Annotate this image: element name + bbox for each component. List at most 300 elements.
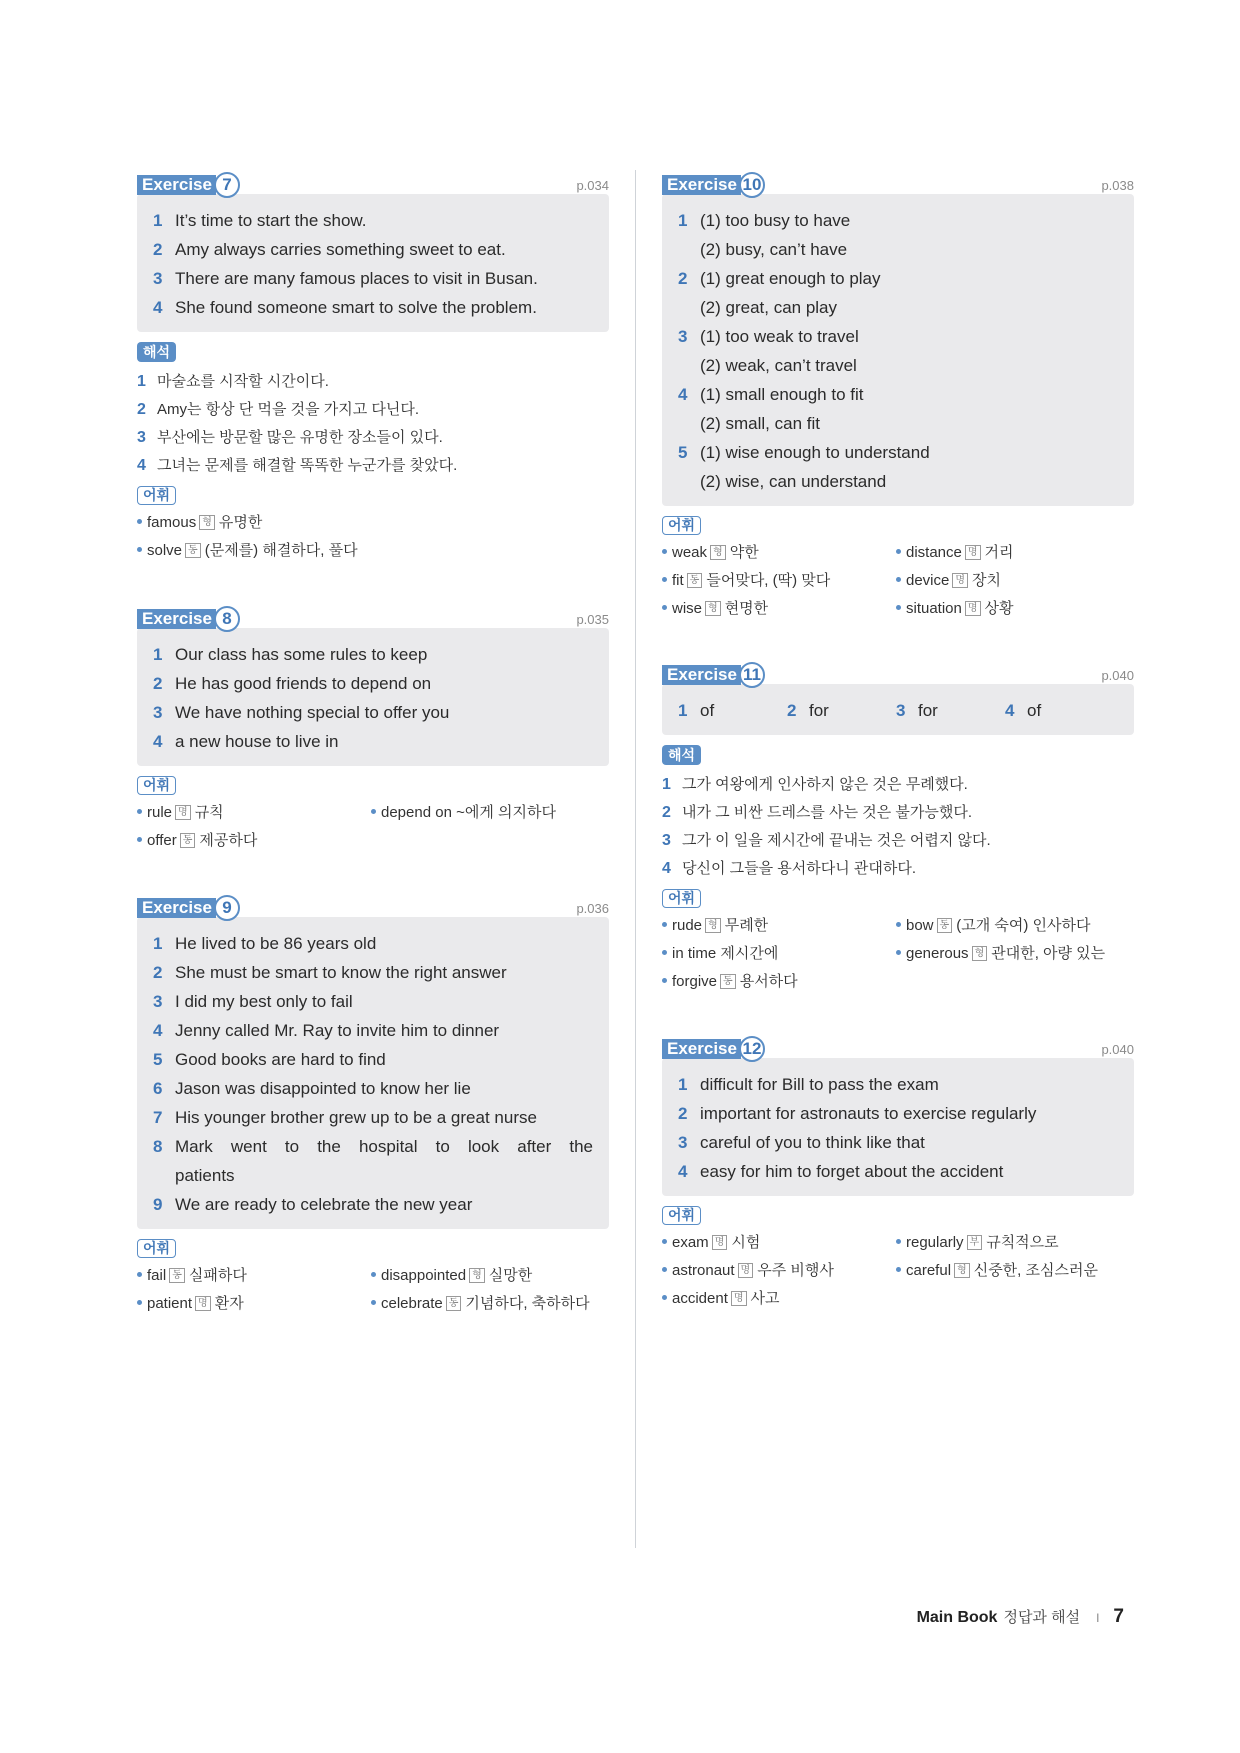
bullet-dot (662, 922, 667, 927)
bullet-dot (896, 605, 901, 610)
answer-number: 5 (153, 1050, 163, 1069)
answer-number: 5 (678, 443, 688, 462)
page-footer (917, 1606, 1124, 1628)
pos-badge: 동 (720, 974, 736, 989)
pos-badge: 명 (965, 601, 981, 616)
answer-text: for (809, 701, 829, 720)
exercise-10 (662, 172, 1134, 623)
exercise-header (662, 172, 1134, 198)
vocab-meaning: 제시간에 (720, 945, 779, 962)
answer-sub: (2) wise, can understand (700, 472, 887, 491)
answer-number: 1 (153, 645, 163, 664)
vocab-tag: 어휘 (137, 1239, 176, 1258)
answer-text: Jenny called Mr. Ray to invite him to dinner (175, 1021, 500, 1040)
vocab-meaning: 용서하다 (739, 973, 798, 990)
vocab-meaning: 거리 (984, 544, 1014, 561)
vocab-meaning: 규칙적으로 (986, 1234, 1059, 1251)
answer-text: Jason was disappointed to know her lie (175, 1079, 471, 1098)
bullet-dot (896, 1239, 901, 1244)
vocab-word: famous (147, 514, 197, 531)
answer-row (153, 1190, 593, 1219)
pos-badge: 동 (185, 543, 201, 558)
vocab-list (137, 509, 609, 565)
vocab-word: wise (672, 600, 703, 617)
answer-row (153, 1074, 593, 1103)
answer-sub: (2) weak, can’t travel (700, 356, 857, 375)
vocab-word: astronaut (672, 1262, 735, 1279)
answer-number: 1 (153, 934, 163, 953)
answer-number: 8 (153, 1137, 163, 1156)
answer-row (1005, 696, 1114, 725)
bullet-dot (662, 1295, 667, 1300)
vocab-item (662, 1285, 896, 1313)
vocab-meaning: 제공하다 (199, 832, 258, 849)
exercise-number: 9 (214, 895, 240, 921)
translation-row (662, 855, 1134, 883)
vocab-list (662, 912, 1134, 996)
exercise-number: 7 (214, 172, 240, 198)
translation-text: 당신이 그들을 용서하다니 관대하다. (682, 860, 917, 877)
vocab-tag: 어휘 (662, 1206, 701, 1225)
bullet-dot (896, 1267, 901, 1272)
vocab-meaning: (문제를) 해결하다, 풀다 (204, 542, 358, 559)
vocab-list (137, 1262, 609, 1318)
exercise-tag (137, 895, 240, 921)
exercise-label: Exercise (662, 175, 741, 195)
vocab-tag: 어휘 (137, 486, 176, 505)
answer-row (153, 958, 593, 987)
vocab-item (662, 539, 896, 567)
page-reference: p.040 (1101, 1042, 1134, 1057)
answer-row (678, 1099, 1118, 1128)
page-reference: p.038 (1101, 178, 1134, 193)
bullet-dot (371, 1272, 376, 1277)
vocab-word: exam (672, 1234, 709, 1251)
exercise-number: 11 (739, 662, 765, 688)
exercise-tag (662, 662, 765, 688)
bullet-dot (896, 549, 901, 554)
pos-badge: 형 (972, 946, 988, 961)
vocab-meaning: 장치 (972, 572, 1002, 589)
answer-text: of (700, 701, 715, 720)
vocab-item (662, 1229, 896, 1257)
answer-row (153, 929, 593, 958)
answer-text: There are many famous places to visit in Busan. (175, 269, 538, 288)
pos-badge: 동 (180, 833, 196, 848)
answer-text: Mark went to the hospital to look after the (175, 1137, 593, 1156)
exercise-header (137, 895, 609, 921)
pos-badge: 형 (954, 1263, 970, 1278)
vocab-meaning: 상황 (984, 600, 1014, 617)
answer-box (662, 1058, 1134, 1196)
vocab-item (371, 1290, 609, 1318)
answer-number: 3 (678, 1133, 688, 1152)
bullet-dot (662, 605, 667, 610)
exercise-tag (137, 606, 240, 632)
answer-text: He lived to be 86 years old (175, 934, 377, 953)
pos-badge: 동 (687, 573, 703, 588)
exercise-8 (137, 606, 609, 855)
exercise-label: Exercise (137, 898, 216, 918)
answer-row (678, 696, 787, 725)
vocab-item (137, 1262, 371, 1290)
answer-box (662, 194, 1134, 506)
answer-row (678, 438, 1118, 467)
answer-number: 3 (678, 327, 688, 346)
vocab-meaning: 시험 (731, 1234, 761, 1251)
pos-badge: 명 (738, 1263, 754, 1278)
exercise-tag (662, 172, 765, 198)
answer-number: 4 (153, 1021, 163, 1040)
answer-box (137, 194, 609, 332)
pos-badge: 명 (175, 805, 191, 820)
vocab-word: fit (672, 572, 684, 589)
vocab-word: regularly (906, 1234, 964, 1251)
pos-badge: 동 (169, 1268, 185, 1283)
vocab-item (662, 940, 896, 968)
vocab-word: generous (906, 945, 969, 962)
answer-box (137, 917, 609, 1229)
page-reference: p.040 (1101, 668, 1134, 683)
vocab-word: rule (147, 804, 173, 821)
answer-number: 2 (678, 269, 688, 288)
answer-box (662, 684, 1134, 735)
answer-number: 2 (153, 963, 163, 982)
bullet-dot (896, 577, 901, 582)
translation-number: 2 (137, 401, 146, 418)
bullet-dot (662, 978, 667, 983)
answer-row (678, 1157, 1118, 1186)
translation-number: 1 (662, 776, 671, 793)
answer-text: careful of you to think like that (700, 1133, 925, 1152)
exercise-9 (137, 895, 609, 1318)
vocab-item (137, 827, 371, 855)
vocab-word: distance (906, 544, 962, 561)
vocab-list (662, 1229, 1134, 1313)
answer-row (153, 1016, 593, 1045)
translation-number: 2 (662, 804, 671, 821)
answer-text: important for astronauts to exercise regularly (700, 1104, 1037, 1123)
pos-badge: 명 (712, 1235, 728, 1250)
vocab-word: bow (906, 917, 934, 934)
exercise-11 (662, 662, 1134, 996)
vocab-list (137, 799, 609, 855)
pos-badge: 명 (731, 1291, 747, 1306)
exercise-number: 12 (739, 1036, 765, 1062)
vocab-item (896, 940, 1134, 968)
answer-row (678, 1128, 1118, 1157)
translation-text: 그녀는 문제를 해결할 똑똑한 누군가를 찾았다. (157, 457, 458, 474)
vocab-word: fail (147, 1267, 167, 1284)
answer-number: 2 (678, 1104, 688, 1123)
pos-badge: 부 (967, 1235, 983, 1250)
exercise-header (662, 662, 1134, 688)
answer-sub: (2) busy, can’t have (700, 240, 848, 259)
answer-number: 2 (787, 701, 797, 720)
vocab-meaning: 약한 (729, 544, 759, 561)
vocab-word: situation (906, 600, 962, 617)
page-reference: p.036 (576, 901, 609, 916)
bullet-dot (137, 837, 142, 842)
exercise-label: Exercise (662, 1039, 741, 1059)
answer-continuation: patients (175, 1166, 235, 1185)
vocab-item (137, 1290, 371, 1318)
bullet-dot (137, 547, 142, 552)
vocab-item (662, 567, 896, 595)
translation-number: 4 (662, 860, 671, 877)
vocab-word: weak (672, 544, 708, 561)
vocab-meaning: 규칙 (194, 804, 224, 821)
answer-row (153, 1103, 593, 1132)
pos-badge: 형 (705, 918, 721, 933)
bullet-dot (137, 1300, 142, 1305)
answer-row (153, 698, 593, 727)
bullet-dot (662, 577, 667, 582)
translation-text: 부산에는 방문할 많은 유명한 장소들이 있다. (157, 429, 443, 446)
translation-number: 3 (137, 429, 146, 446)
footer-separator: I (1096, 1611, 1100, 1625)
answer-text: She must be smart to know the right answer (175, 963, 507, 982)
translation-text: 그가 여왕에게 인사하지 않은 것은 무례했다. (682, 776, 968, 793)
exercise-12 (662, 1036, 1134, 1313)
vocab-word: celebrate (381, 1295, 443, 1312)
vocab-meaning: 현명한 (724, 600, 769, 617)
answer-text: of (1027, 701, 1042, 720)
answer-row (153, 206, 593, 235)
bullet-dot (137, 519, 142, 524)
answer-text: (1) small enough to fit (700, 385, 864, 404)
answer-row (153, 669, 593, 698)
answer-row (678, 264, 1118, 293)
exercise-header (662, 1036, 1134, 1062)
bullet-dot (662, 1239, 667, 1244)
answer-text: (1) too weak to travel (700, 327, 859, 346)
answer-row (153, 264, 593, 293)
translation-list (137, 368, 609, 480)
bullet-dot (896, 950, 901, 955)
vocab-word: depend on (381, 804, 452, 821)
vocab-word: disappointed (381, 1267, 467, 1284)
page-reference: p.035 (576, 612, 609, 627)
translation-row (137, 368, 609, 396)
answer-row (787, 696, 896, 725)
exercise-label: Exercise (137, 175, 216, 195)
vocab-meaning: (고개 숙여) 인사하다 (956, 917, 1091, 934)
answer-sub: (2) great, can play (700, 298, 838, 317)
vocab-item (896, 567, 1134, 595)
answer-number: 6 (153, 1079, 163, 1098)
answer-number: 3 (896, 701, 906, 720)
vocab-word: solve (147, 542, 183, 559)
bullet-dot (662, 950, 667, 955)
answer-number: 3 (153, 992, 163, 1011)
answer-row (153, 235, 593, 264)
exercise-number: 8 (214, 606, 240, 632)
vocab-item (896, 539, 1134, 567)
exercise-label: Exercise (137, 609, 216, 629)
answer-row (153, 727, 593, 756)
answer-text: Good books are hard to find (175, 1050, 386, 1069)
vocab-item (137, 509, 609, 537)
translation-row (662, 799, 1134, 827)
answer-number: 4 (678, 385, 688, 404)
translation-number: 3 (662, 832, 671, 849)
vocab-item (137, 799, 371, 827)
answer-number: 2 (153, 674, 163, 693)
answer-row (678, 1070, 1118, 1099)
pos-badge: 동 (937, 918, 953, 933)
vocab-meaning: 실패하다 (188, 1267, 247, 1284)
vocab-word: device (906, 572, 950, 589)
vocab-item (137, 537, 609, 565)
vocab-word: careful (906, 1262, 952, 1279)
bullet-dot (896, 922, 901, 927)
translation-tag: 해석 (662, 745, 701, 765)
translation-list (662, 771, 1134, 883)
translation-row (662, 827, 1134, 855)
pos-badge: 동 (446, 1296, 462, 1311)
answer-text: difficult for Bill to pass the exam (700, 1075, 939, 1094)
vocab-meaning: 사고 (750, 1290, 780, 1307)
vocab-meaning: 무례한 (724, 917, 769, 934)
pos-badge: 명 (965, 545, 981, 560)
translation-row (662, 771, 1134, 799)
answer-text: We are ready to celebrate the new year (175, 1195, 473, 1214)
vocab-item (371, 1262, 609, 1290)
answer-row (153, 293, 593, 322)
vocab-meaning: 기념하다, 축하하다 (465, 1295, 590, 1312)
translation-text: 내가 그 비싼 드레스를 사는 것은 불가능했다. (682, 804, 972, 821)
column-divider (635, 170, 636, 1548)
bullet-dot (371, 1300, 376, 1305)
exercise-label: Exercise (662, 665, 741, 685)
vocab-tag: 어휘 (662, 889, 701, 908)
answer-row (153, 1045, 593, 1074)
answer-number: 4 (1005, 701, 1015, 720)
answer-number: 3 (153, 269, 163, 288)
translation-number: 1 (137, 373, 146, 390)
answer-text: She found someone smart to solve the problem. (175, 298, 537, 317)
answer-number: 3 (153, 703, 163, 722)
answer-text: We have nothing special to offer you (175, 703, 450, 722)
answer-text: (1) wise enough to understand (700, 443, 930, 462)
translation-row (137, 452, 609, 480)
vocab-list (662, 539, 1134, 623)
answer-number: 7 (153, 1108, 163, 1127)
vocab-item (662, 1257, 896, 1285)
answer-text: He has good friends to depend on (175, 674, 432, 693)
vocab-item (896, 912, 1134, 940)
translation-text: 그가 이 일을 제시간에 끝내는 것은 어렵지 않다. (682, 832, 991, 849)
answer-number: 4 (153, 298, 163, 317)
page-number: 7 (1113, 1606, 1124, 1627)
answer-row (678, 322, 1118, 351)
answer-text: Amy always carries something sweet to eat. (175, 240, 506, 259)
vocab-item (662, 595, 896, 623)
exercise-tag (662, 1036, 765, 1062)
vocab-item (896, 595, 1134, 623)
vocab-tag: 어휘 (662, 516, 701, 535)
answer-row (896, 696, 1005, 725)
pos-badge: 형 (710, 545, 726, 560)
pos-badge: 명 (195, 1296, 211, 1311)
answer-text: easy for him to forget about the accident (700, 1162, 1004, 1181)
pos-badge: 형 (199, 515, 215, 530)
pos-badge: 명 (952, 573, 968, 588)
answer-text: It’s time to start the show. (175, 211, 367, 230)
answer-number: 1 (153, 211, 163, 230)
exercise-tag (137, 172, 240, 198)
bullet-dot (137, 1272, 142, 1277)
vocab-meaning: 우주 비행사 (757, 1262, 834, 1279)
vocab-meaning: 신중한, 조심스러운 (973, 1262, 1098, 1279)
pos-badge: 형 (469, 1268, 485, 1283)
page-reference: p.034 (576, 178, 609, 193)
answer-row (678, 206, 1118, 235)
vocab-word: forgive (672, 973, 718, 990)
exercise-header (137, 172, 609, 198)
vocab-meaning: 들어맞다, (딱) 맞다 (706, 572, 831, 589)
bullet-dot (137, 809, 142, 814)
answer-text: (1) too busy to have (700, 211, 851, 230)
vocab-meaning: 실망한 (488, 1267, 533, 1284)
vocab-item (662, 912, 896, 940)
answer-text: I did my best only to fail (175, 992, 353, 1011)
footer-subtitle: 정답과 해설 (1003, 1609, 1081, 1626)
answer-text: Our class has some rules to keep (175, 645, 428, 664)
answer-sub: (2) small, can fit (700, 414, 820, 433)
translation-text: Amy는 항상 단 먹을 것을 가지고 다닌다. (157, 401, 420, 418)
pos-badge: 형 (705, 601, 721, 616)
vocab-word: patient (147, 1295, 193, 1312)
exercise-number: 10 (739, 172, 765, 198)
answer-text: (1) great enough to play (700, 269, 881, 288)
answer-box (137, 628, 609, 766)
translation-tag: 해석 (137, 342, 176, 362)
vocab-tag: 어휘 (137, 776, 176, 795)
vocab-item (896, 1257, 1134, 1285)
answer-number: 1 (678, 211, 688, 230)
vocab-word: accident (672, 1290, 728, 1307)
vocab-item (896, 1229, 1134, 1257)
translation-number: 4 (137, 457, 146, 474)
translation-text: 마술쇼를 시작할 시간이다. (157, 373, 329, 390)
answer-text: a new house to live in (175, 732, 339, 751)
vocab-word: rude (672, 917, 703, 934)
vocab-item (662, 968, 896, 996)
vocab-item (371, 799, 609, 827)
vocab-word: offer (147, 832, 177, 849)
answer-number: 1 (678, 701, 688, 720)
answer-number: 1 (678, 1075, 688, 1094)
bullet-dot (371, 809, 376, 814)
translation-row (137, 424, 609, 452)
translation-row (137, 396, 609, 424)
vocab-meaning: ~에게 의지하다 (456, 804, 556, 821)
answer-number: 4 (153, 732, 163, 751)
vocab-meaning: 유명한 (218, 514, 263, 531)
footer-book-title: Main Book (916, 1609, 998, 1626)
exercise-header (137, 606, 609, 632)
answer-number: 4 (678, 1162, 688, 1181)
vocab-meaning: 환자 (214, 1295, 244, 1312)
answer-row (153, 640, 593, 669)
bullet-dot (662, 1267, 667, 1272)
answer-number: 9 (153, 1195, 163, 1214)
bullet-dot (662, 549, 667, 554)
answer-text: His younger brother grew up to be a great nurse (175, 1108, 537, 1127)
answer-row (153, 987, 593, 1016)
